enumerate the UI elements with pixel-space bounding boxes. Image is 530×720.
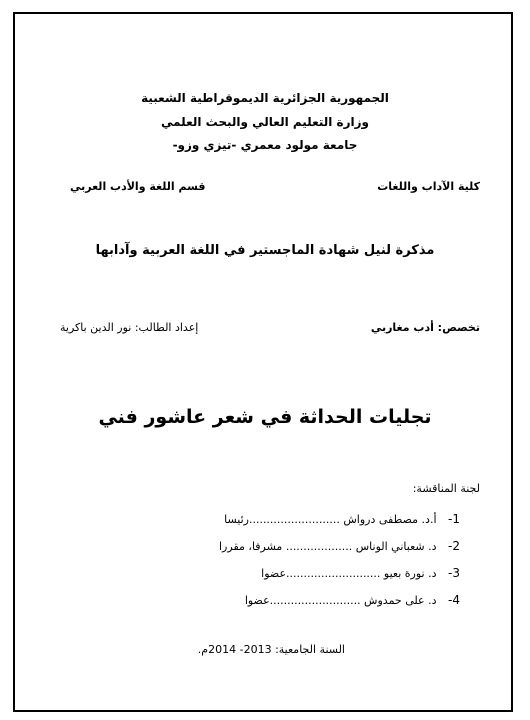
thesis-title: تجليات الحداثة في شعر عاشور فني xyxy=(98,406,432,428)
member-entry: د. نورة بعيو ...........................عضوا xyxy=(261,567,437,580)
ministry-header: وزارة التعليم العالي والبحث العلمي xyxy=(160,115,370,129)
member-number: 1- xyxy=(448,512,460,526)
department-name: قسم اللغة والأدب العربي xyxy=(70,180,206,193)
academic-year: السنة الجامعية: 2013- 2014م. xyxy=(197,643,345,656)
committee-label: لجنة المناقشة: xyxy=(412,482,480,495)
member-entry: د. على حمدوش ..........................عضوا xyxy=(244,594,437,607)
prepared-by: إعداد الطالب: نور الدين باكرية xyxy=(60,321,199,334)
member-number: 2- xyxy=(448,539,460,553)
member-number: 4- xyxy=(448,593,460,607)
university-header: جامعة مولود معمري -تيزي وزو- xyxy=(172,138,358,152)
member-entry: أ.د. مصطفى درواش ..........................رئيسا xyxy=(224,513,437,526)
member-number: 3- xyxy=(448,566,460,580)
member-entry: د. شعباني الوناس ................... مشرفا، مقررا xyxy=(219,540,437,553)
republic-header: الجمهورية الجزائرية الديموقراطية الشعبية xyxy=(141,91,389,105)
memo-description: مذكرة لنيل شهادة الماجستير في اللغة العربية وآدابها xyxy=(95,243,435,258)
committee-member xyxy=(261,566,460,580)
committee-member xyxy=(219,539,460,553)
committee-member xyxy=(245,593,460,607)
specialty: تخصص: أدب مغاربي xyxy=(370,321,480,334)
faculty-name: كلية الآداب واللغات xyxy=(377,180,480,193)
committee-member xyxy=(224,512,460,526)
